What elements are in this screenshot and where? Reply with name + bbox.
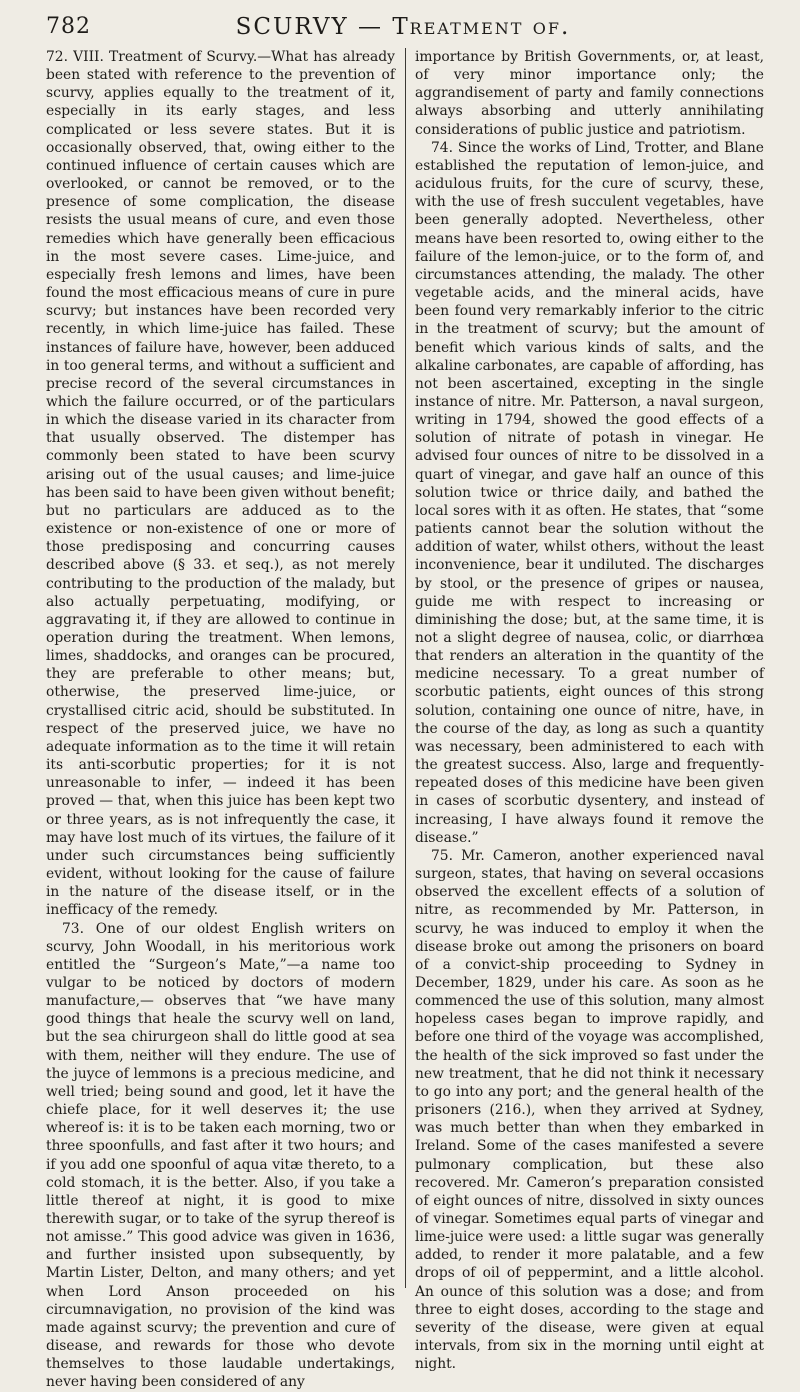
paragraph-continued: importance by British Governments, or, at least, of very minor importance only; the aggrandisement of party and family connections always absorbing and utterly annihilating considerations of public justice and patriotism. bbox=[415, 49, 764, 138]
text-columns bbox=[46, 48, 764, 1391]
paragraph-74: 74. Since the works of Lind, Trotter, and Blane established the reputation of lemon-juice, and acidulous fruits, for the cure of scurvy, these, with the use of fresh succulent vegetables, have been generally adopted. Nevertheless, other means have been resorted to, owing either to the failure of the lemon-juice, or to the form of, and circumstances attending, the malady. The other vegetable acids, and the mineral acids, have been found very remarkably inferior to the citric in the treatment of scurvy; but the amount of benefit which various kinds of salts, and the alkaline carbonates, are capable of affording, has not been ascertained, excepting in the single instance of nitre. Mr. Patterson, a naval surgeon, writing in 1794, showed the good effects of a solution of nitrate of potash in vinegar. He advised four ounces of nitre to be dissolved in a quart of vinegar, and gave half an ounce of this solution twice or thrice daily, and bathed the local sores with it as often. He states, that “some patients cannot bear the solution without the addition of water, whilst others, without the least inconvenience, bear it undiluted. The discharges by stool, or the presence of gripes or nausea, guide me with respect to increasing or diminishing the dose; but, at the same time, it is not a slight degree of nausea, colic, or diarrhœa that renders an alteration in the quantity of the medicine necessary. To a great number of scorbutic patients, eight ounces of this strong solution, containing one ounce of nitre, have, in the course of the day, as long as such a quantity was necessary, been administered to each with the greatest success. Also, large and frequently-repeated doses of this medicine have been given in cases of scorbutic dysentery, and instead of increasing, I have always found it remove the disease.” bbox=[415, 139, 764, 846]
paragraph-73: 73. One of our oldest English writers on scurvy, John Woodall, in his meritorious work entitled the “Surgeon’s Mate,”—a name too vulgar to be noticed by doctors of modern manufacture,— observes that “we have many good things that heale the scurvy well on land, but the sea chirurgeon shall do little good at sea with them, neither will they endure. The use of the juyce of lemmons is a precious medicine, and well tried; being sound and good, let it have the chiefe place, for it well deserves it; the use whereof is: it is to be taken each morning, two or three spoonfulls, and fast after it two hours; and if you add one spoonful of aqua vitæ thereto, to a cold stomach, it is the better. Also, if you take a little thereof at night, it is good to mixe therewith sugar, or to take of the syrup thereof is not amisse.” This good advice was given in 1636, and further insisted upon subsequently, by Martin Lister, Delton, and many others; and yet when Lord Anson proceeded on his circumnavigation, no provision of the kind was made against scurvy; the prevention and cure of disease, and rewards for those who devote themselves to those laudable undertakings, never having been considered of any bbox=[46, 920, 395, 1391]
paragraph-72: 72. VIII. Treatment of Scurvy.—What has already been stated with reference to the prevention of scurvy, applies equally to the treatment of it, especially in its early stages, and less complicated or less severe states. But it is occasionally observed, that, owing either to the continued influence of certain causes which are overlooked, or cannot be removed, or to the presence of some complication, the disease resists the usual means of cure, and even those remedies which have generally been efficacious in the most severe cases. Lime-juice, and especially fresh lemons and limes, have been found the most efficacious means of cure in pure scurvy; but instances have been recorded very recently, in which lime-juice has failed. These instances of failure have, however, been adduced in too general terms, and without a sufficient and precise record of the several circumstances in which the failure occurred, or of the particulars in which the disease varied in its character from that usually observed. The distemper has commonly been stated to have been scurvy arising out of the usual causes; and lime-juice has been said to have been given without benefit; but no particulars are adduced as to the existence or non-existence of one or more of those predisposing and concurring causes described above (§ 33. et seq.), as not merely contributing to the production of the malady, but also actually perpetuating, modifying, or aggravating it, if they are allowed to continue in operation during the treatment. When lemons, limes, shaddocks, and oranges can be procured, they are preferable to other means; but, otherwise, the preserved lime-juice, or crystallised citric acid, should be substituted. In respect of the preserved juice, we have no adequate information as to the time it will retain its anti-scorbutic properties; for it is not unreasonable to infer, — indeed it has been proved — that, when this juice has been kept two or three years, as is not infrequently the case, it may have lost much of its virtues, the failure of it under such circumstances being sufficiently evident, without looking for the cause of failure in the nature of the disease itself, or in the inefficacy of the remedy. bbox=[46, 49, 395, 919]
left-column bbox=[46, 48, 395, 1391]
right-column bbox=[415, 48, 764, 1373]
running-title: SCURVY — Treatment of. bbox=[235, 14, 571, 40]
column-divider bbox=[405, 48, 406, 1288]
paragraph-75: 75. Mr. Cameron, another experienced naval surgeon, states, that having on several occasions observed the excellent effects of a solution of nitre, as recommended by Mr. Patterson, in scurvy, he was induced to employ it when the disease broke out among the prisoners on board of a convict-ship proceeding to Sydney in December, 1829, under his care. As soon as he commenced the use of this solution, many almost hopeless cases began to improve rapidly, and before one third of the voyage was accomplished, the health of the sick improved so fast under the new treatment, that he did not think it necessary to go into any port; and the general health of the prisoners (216.), when they arrived at Sydney, was much better than when they embarked in Ireland. Some of the cases manifested a severe pulmonary complication, but these also recovered. Mr. Cameron’s preparation consisted of eight ounces of nitre, dissolved in sixty ounces of vinegar. Sometimes equal parts of vinegar and lime-juice were used: a little sugar was generally added, to render it more palatable, and a few drops of oil of peppermint, and a little alcohol. An ounce of this solution was a dose; and from three to eight doses, according to the stage and severity of the disease, were given at equal intervals, from six in the morning until eight at night. bbox=[415, 847, 764, 1373]
page-header bbox=[46, 14, 760, 44]
page-number: 782 bbox=[46, 14, 91, 39]
